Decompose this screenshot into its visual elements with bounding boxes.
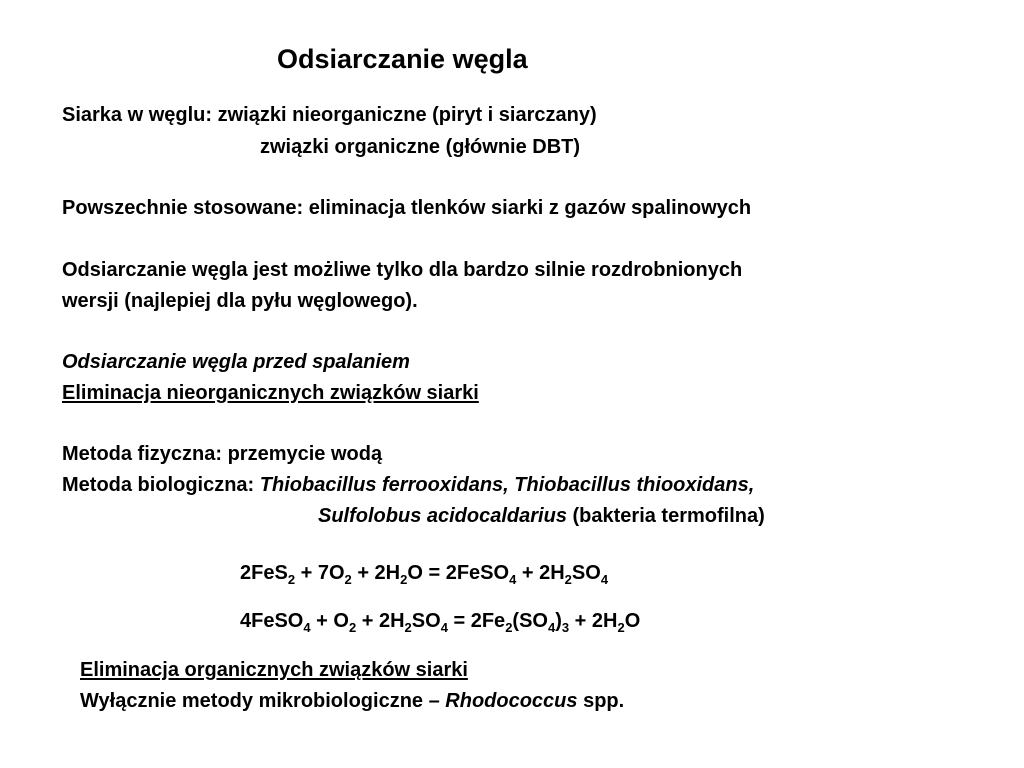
inorganic-heading: Eliminacja nieorganicznych związków siarki (62, 382, 479, 404)
physical-method: Metoda fizyczna: przemycie wodą (62, 443, 383, 465)
sulfur-organic: związki organiczne (głównie DBT) (260, 136, 581, 158)
biological-method-line-2 (318, 504, 765, 528)
common-use-text: Powszechnie stosowane: eliminacja tlenków siarki z gazów spalinowych (62, 197, 752, 219)
organic-suffix: spp. (583, 690, 625, 712)
biological-species-2: Sulfolobus acidocaldarius (318, 505, 567, 527)
biological-label: Metoda biologiczna: (62, 474, 255, 496)
organic-organism: Rhodococcus (445, 690, 578, 712)
possible-line-2: wersji (najlepiej dla pyłu węglowego). (62, 290, 418, 312)
sulfur-inorganic: związki nieorganiczne (piryt i siarczany) (217, 104, 597, 126)
possible-line-1: Odsiarczanie węgla jest możliwe tylko dla bardzo silnie rozdrobnionych (62, 259, 743, 281)
equation-2: 4FeSO$_4$ + $O_2 + 2H_2SO_4 = 2Fe_2(SO_4)_3 + 2H_2O$ (240, 610, 641, 635)
organic-methods (80, 689, 624, 713)
biological-species-1: Thiobacillus ferrooxidans, Thiobacillus thiooxidans, (259, 474, 755, 496)
organic-text: Wyłącznie metody mikrobiologiczne – (80, 690, 440, 712)
equation-1: $2FeS_2 + 7O_2 + 2H_2O$ = 2FeSO$_4$ + $2H_2SO_4$ (240, 562, 609, 587)
sulfur-line-1 (62, 103, 597, 127)
organic-heading: Eliminacja organicznych związków siarki (80, 659, 468, 681)
sulfur-label: Siarka w węglu: (62, 104, 213, 126)
slide-title: Odsiarczanie węgla (277, 44, 528, 74)
biological-note: (bakteria termofilna) (572, 505, 765, 527)
biological-method-line-1 (62, 473, 754, 497)
pre-combustion-heading: Odsiarczanie węgla przed spalaniem (62, 351, 410, 373)
